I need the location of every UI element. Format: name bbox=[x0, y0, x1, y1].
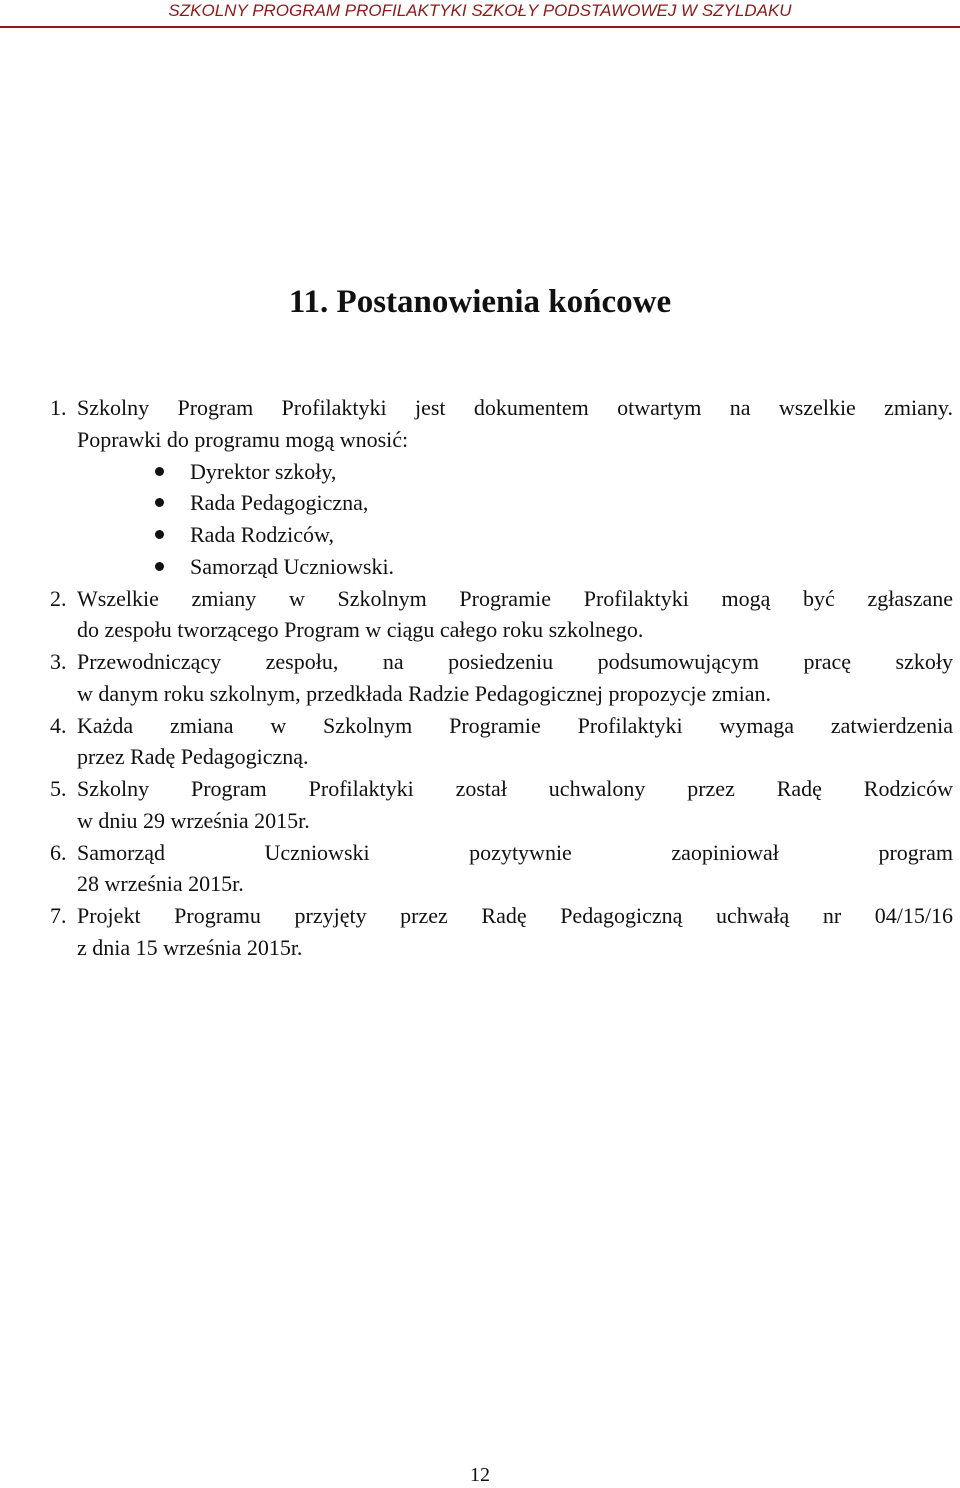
item-number: 1. bbox=[50, 395, 67, 420]
bullet-icon bbox=[153, 487, 190, 519]
item-text bbox=[77, 773, 953, 837]
bullet-icon bbox=[153, 519, 190, 551]
list-item bbox=[50, 392, 953, 456]
list-item bbox=[50, 646, 953, 710]
item-line: Każda zmiana w Szkolnym Programie Profilaktyki wymaga zatwierdzenia bbox=[77, 712, 953, 738]
item-text bbox=[77, 646, 953, 710]
item-number: 4. bbox=[50, 712, 67, 738]
list-item bbox=[50, 583, 953, 647]
item-number: 2. bbox=[50, 585, 67, 611]
item-number: 7. bbox=[50, 903, 67, 928]
item-line: 28 września 2015r. bbox=[77, 871, 244, 897]
list-item bbox=[50, 837, 953, 901]
list-item bbox=[50, 773, 953, 837]
item-text bbox=[77, 583, 953, 647]
bullet-text: Dyrektor szkoły, bbox=[190, 458, 337, 484]
item-line: Szkolny Program Profilaktyki jest dokumentem otwartym na wszelkie zmiany. bbox=[77, 395, 953, 420]
provisions-list bbox=[50, 392, 953, 964]
bullet-text: Rada Rodziców, bbox=[190, 522, 334, 547]
item-number: 6. bbox=[50, 839, 67, 865]
item-line: Przewodniczący zespołu, na posiedzeniu podsumowującym pracę szkoły bbox=[77, 649, 953, 674]
item-text bbox=[77, 900, 953, 964]
running-header: SZKOLNY PROGRAM PROFILAKTYKI SZKOŁY PODSTAWOWEJ W SZYLDAKU bbox=[168, 1, 792, 20]
item-line: do zespołu tworzącego Program w ciągu całego roku szkolnego. bbox=[77, 617, 644, 643]
section-title: 11. Postanowienia końcowe bbox=[288, 284, 672, 320]
bullet-item bbox=[50, 519, 953, 551]
item-line: z dnia 15 września 2015r. bbox=[77, 934, 303, 960]
item-number: 3. bbox=[50, 649, 67, 674]
item-number: 5. bbox=[50, 776, 67, 801]
list-item bbox=[50, 900, 953, 964]
bullet-item bbox=[50, 551, 953, 583]
item-line: Samorząd Uczniowski pozytywnie zaopiniował program bbox=[77, 839, 953, 865]
bullet-item bbox=[50, 456, 953, 488]
item-line: w dniu 29 września 2015r. bbox=[77, 807, 310, 833]
item-line: Projekt Programu przyjęty przez Radę Pedagogiczną uchwałą nr 04/15/16 bbox=[77, 903, 953, 928]
bullet-item bbox=[50, 487, 953, 519]
header-divider bbox=[0, 26, 960, 28]
item-line: w danym roku szkolnym, przedkłada Radzie Pedagogicznej propozycje zmian. bbox=[77, 680, 771, 706]
item-line: Wszelkie zmiany w Szkolnym Programie Profilaktyki mogą być zgłaszane bbox=[77, 585, 953, 611]
item-line: przez Radę Pedagogiczną. bbox=[77, 744, 309, 770]
item-text bbox=[77, 837, 953, 901]
bullet-icon bbox=[153, 551, 190, 583]
bullet-text: Rada Pedagogiczna, bbox=[190, 490, 369, 516]
list-item bbox=[50, 710, 953, 774]
bullet-text: Samorząd Uczniowski. bbox=[190, 553, 395, 579]
bullet-icon bbox=[153, 456, 190, 488]
item-line: Poprawki do programu mogą wnosić: bbox=[77, 426, 409, 452]
item-text bbox=[77, 392, 953, 456]
bullet-list bbox=[50, 456, 953, 583]
page-number: 12 bbox=[470, 1464, 490, 1486]
item-line: Szkolny Program Profilaktyki został uchwalony przez Radę Rodziców bbox=[77, 776, 953, 801]
item-text bbox=[77, 710, 953, 774]
